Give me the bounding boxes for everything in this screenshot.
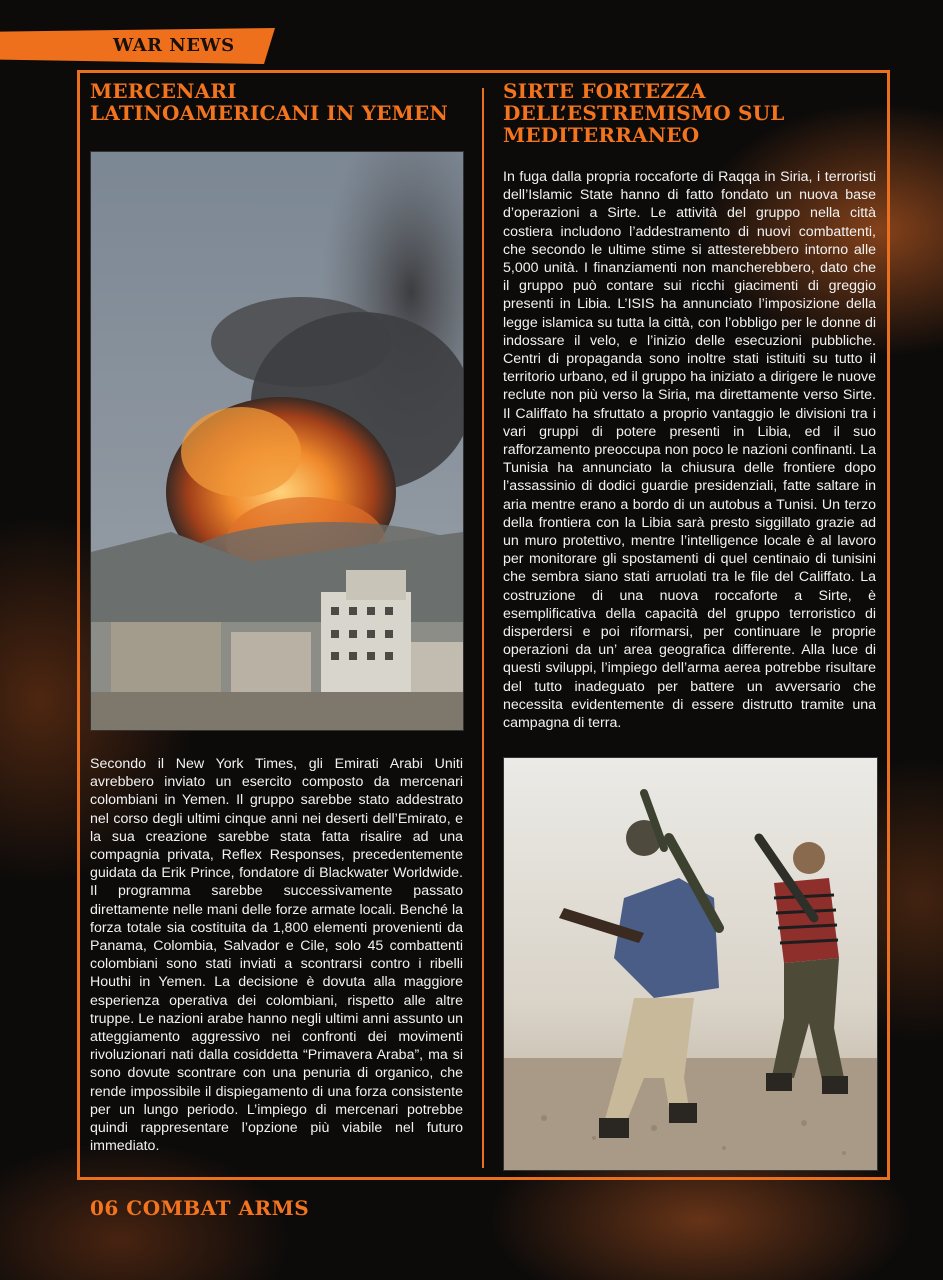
fighters-photo-image <box>504 758 877 1170</box>
page-footer: 06 COMBAT ARMS <box>90 1196 310 1220</box>
fighters-photo <box>503 757 878 1171</box>
right-article-body: In fuga dalla propria roccaforte di Raqqa in Siria, i terroristi dell’Islamic State hanno di fatto fondato un nuova base d’operazioni a Sirte. Le attività del gruppo nella città costiera includono l’addestramento di nuovi combattenti, che secondo le ultime stime si attesterebbero intorno alle 5,000 unità. I finanziamenti non mancherebbero, dato che il gruppo può contare sui ricchi giacimenti di greggio presenti in Libia. L’ISIS ha annunciato l’imposizione della legge islamica su tutta la città, con l’obbligo per le donne di indossare il velo, e l’inizio delle esecuzioni pubbliche. Centri di propaganda sono inoltre stati istituiti su tutto il territorio urbano, ed il gruppo ha iniziato a dirigere le nuove reclute non più verso la Siria, ma direttamente verso Sirte. Il Califfato ha sfruttato a proprio vantaggio le divisioni tra i vari gruppi di potere presenti in Libia, ed il suo rafforzamento preoccupa non poco le nazioni confinanti. La Tunisia ha annunciato la chiusura delle frontiere dopo l’assassinio di dodici guardie presidenziali, fatte saltare in aria mentre erano a bordo di un autobus a Tunisi. Un terzo della frontiera con la Libia sarà presto siggillato grazie ad un muro protettivo, mentre l’intelligence locale è al lavoro per monitorare gli spostamenti di quel centinaio di tunisini che sembra siano stati arruolati tra le file del Califfato. La costruzione di una nuova roccaforte a Sirte, è esemplificativa della capacità del gruppo terroristico di disperdersi e poi riformarsi, per continuare le proprie operazioni da un’ area geografica differente. Alla luce di questi sviluppi, l’impiego dell’arma aerea potrebbe risultare del tutto inadeguato per battere un avversario che necessita evidentemente di essere distrutto tramite una campagna di terra. <box>503 169 876 732</box>
section-label: WAR NEWS <box>113 35 235 56</box>
column-divider <box>482 88 484 1168</box>
left-article-title: MERCENARI LATINOAMERICANI IN YEMEN <box>90 79 448 125</box>
explosion-photo-image <box>91 152 463 730</box>
explosion-photo <box>90 151 464 731</box>
left-article-body-wrap <box>90 755 463 1155</box>
right-article <box>503 80 876 732</box>
left-article <box>90 80 463 124</box>
right-article-title: SIRTE FORTEZZA DELL’ESTREMISMO SUL MEDITERRANEO <box>503 79 785 147</box>
left-article-body: Secondo il New York Times, gli Emirati Arabi Uniti avrebbero inviato un esercito composto da mercenari colombiani in Yemen. Il gruppo sarebbe stato addestrato nel corso degli ultimi cinque anni nei deserti dell’Emirato, e la sua creazione sarebbe stata fatta risalire ad una compagnia privata, Reflex Responses, precedentemente guidata da Erik Prince, fondatore di Blackwater Worldwide. Il programma sarebbe successivamente passato direttamente nelle mani delle forze armate locali. Benché la forza totale sia costituita da 1,800 elementi provenienti da Panama, Colombia, Salvador e Cile, solo 45 combattenti colombiani sono stati inviati a scontrarsi contro i ribelli Houthi in Yemen. La decisione è dovuta alla maggiore esperienza operativa dei colombiani, rispetto alle altre truppe. Le nazioni arabe hanno negli ultimi anni assunto un atteggiamento aggressivo nei confronti dei movimenti rivoluzionari nati dalla cosiddetta “Primavera Araba”, ma si sono dovute scontrare con una penuria di organico, che rende impossibile il dispiegamento di una forza consistente per un lungo periodo. L’impiego di mercenari potrebbe quindi rappresentare l’opzione più viabile nel futuro immediato. <box>90 756 463 1155</box>
